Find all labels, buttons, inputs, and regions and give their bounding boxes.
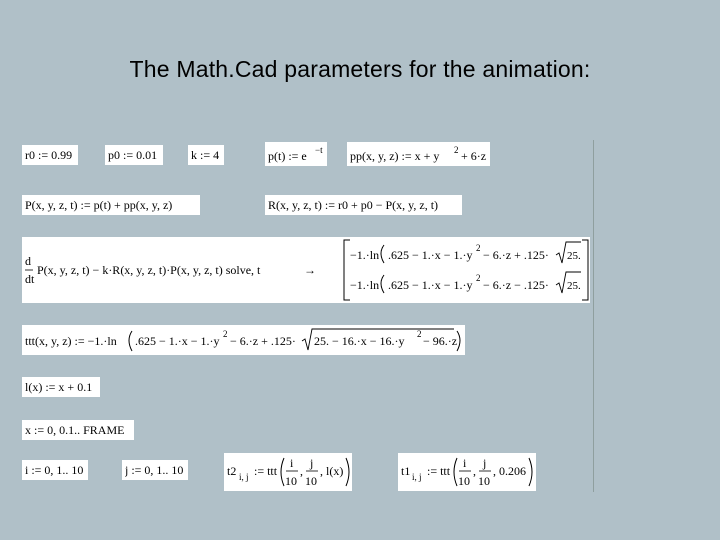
pp-definition bbox=[347, 142, 490, 166]
r0-formula bbox=[25, 147, 75, 163]
svg-text:k := 4: k := 4 bbox=[191, 148, 220, 162]
svg-text:−1.·ln: −1.·ln bbox=[350, 248, 380, 262]
x-range-definition bbox=[22, 420, 134, 440]
R-formula bbox=[268, 197, 459, 213]
svg-text:d: d bbox=[25, 254, 31, 268]
svg-text:10: 10 bbox=[305, 474, 317, 488]
slide-title: The Math.Cad parameters for the animation: bbox=[129, 56, 591, 82]
svg-text:t1: t1 bbox=[401, 464, 411, 478]
l-formula bbox=[25, 379, 97, 395]
x-range-formula bbox=[25, 422, 131, 438]
P-formula bbox=[25, 197, 197, 213]
svg-text:10: 10 bbox=[285, 474, 297, 488]
R-definition bbox=[265, 195, 462, 215]
j-range-definition bbox=[122, 460, 188, 480]
svg-text:.625 − 1.·x − 1.·y: .625 − 1.·x − 1.·y bbox=[388, 248, 473, 262]
svg-text:25. − 16.·x − 16.·y: 25. − 16.·x − 16.·y bbox=[314, 334, 405, 348]
svg-text:j: j bbox=[310, 456, 314, 470]
svg-text:− 6.·z + .125·: − 6.·z + .125· bbox=[230, 334, 296, 348]
svg-text:10: 10 bbox=[478, 474, 490, 488]
vertical-divider bbox=[593, 140, 594, 492]
p-of-t-definition bbox=[265, 142, 327, 166]
svg-text:.625 − 1.·x − 1.·y: .625 − 1.·x − 1.·y bbox=[135, 334, 220, 348]
svg-text:pp(x, y, z) := x + y: pp(x, y, z) := x + y bbox=[350, 149, 440, 163]
svg-text:10: 10 bbox=[458, 474, 470, 488]
svg-text:r0 := 0.99: r0 := 0.99 bbox=[25, 148, 73, 162]
svg-text:,: , bbox=[473, 464, 476, 478]
svg-text:i, j: i, j bbox=[239, 472, 249, 482]
svg-text:j := 0, 1.. 10: j := 0, 1.. 10 bbox=[125, 463, 184, 477]
P-definition bbox=[22, 195, 200, 215]
i-range-formula bbox=[25, 462, 85, 478]
ttt-definition bbox=[22, 325, 465, 355]
k-formula bbox=[191, 147, 221, 163]
svg-text:P(x, y, z, t) := p(t) + pp(x,: P(x, y, z, t) := p(t) + pp(x, y, z) bbox=[25, 198, 173, 212]
l-definition bbox=[22, 377, 100, 397]
svg-text:2: 2 bbox=[454, 145, 459, 155]
t2-formula bbox=[224, 453, 352, 491]
svg-text:2: 2 bbox=[476, 243, 481, 253]
svg-text:25.: 25. bbox=[567, 280, 581, 292]
svg-text:l(x) := x + 0.1: l(x) := x + 0.1 bbox=[25, 380, 93, 394]
svg-text:+ 6·z: + 6·z bbox=[461, 149, 487, 163]
svg-text:R(x, y, z, t) := r0 + p0 − P(x: R(x, y, z, t) := r0 + p0 − P(x, y, z, t) bbox=[268, 198, 439, 212]
svg-text:ttt(x, y, z) := −1.·ln: ttt(x, y, z) := −1.·ln bbox=[25, 334, 117, 348]
t1-definition bbox=[398, 453, 536, 491]
svg-text:2: 2 bbox=[476, 273, 481, 283]
svg-text:dt: dt bbox=[25, 272, 35, 286]
ode-solve-formula bbox=[22, 237, 590, 303]
svg-text:− 6.·z + .125·: − 6.·z + .125· bbox=[483, 248, 549, 262]
ode-solve-block bbox=[22, 237, 590, 303]
svg-text:→: → bbox=[304, 263, 316, 277]
t2-definition bbox=[224, 453, 352, 491]
svg-text:P(x, y, z, t) − k·R(x, y, z, t: P(x, y, z, t) − k·R(x, y, z, t)·P(x, y, z, t) solve, t bbox=[37, 263, 261, 277]
svg-text:i := 0, 1.. 10: i := 0, 1.. 10 bbox=[25, 463, 84, 477]
svg-text:,: , bbox=[300, 464, 303, 478]
svg-text:.625 − 1.·x − 1.·y: .625 − 1.·x − 1.·y bbox=[388, 278, 473, 292]
i-range-definition bbox=[22, 460, 88, 480]
r0-definition bbox=[22, 145, 78, 165]
svg-text:25.: 25. bbox=[567, 250, 581, 262]
svg-text:− 6.·z − .125·: − 6.·z − .125· bbox=[483, 278, 549, 292]
j-range-formula bbox=[125, 462, 185, 478]
pp-formula bbox=[350, 144, 487, 164]
svg-text:−t: −t bbox=[315, 145, 323, 155]
svg-text:, 0.206: , 0.206 bbox=[493, 464, 526, 478]
svg-text::= ttt: := ttt bbox=[427, 464, 451, 478]
svg-text:i: i bbox=[463, 456, 467, 470]
svg-text:− 96.·z: − 96.·z bbox=[423, 334, 458, 348]
svg-text:2: 2 bbox=[417, 329, 422, 339]
svg-text:t2: t2 bbox=[227, 464, 237, 478]
ttt-formula bbox=[22, 325, 465, 355]
k-definition bbox=[188, 145, 224, 165]
p0-definition bbox=[105, 145, 163, 165]
svg-text:i, j: i, j bbox=[412, 472, 422, 482]
svg-text::= ttt: := ttt bbox=[254, 464, 278, 478]
p0-formula bbox=[108, 147, 160, 163]
p-of-t-formula bbox=[268, 144, 324, 164]
svg-text:2: 2 bbox=[223, 329, 228, 339]
svg-text:i: i bbox=[290, 456, 294, 470]
t1-formula bbox=[398, 453, 536, 491]
svg-text:p0 := 0.01: p0 := 0.01 bbox=[108, 148, 158, 162]
svg-text:p(t) := e: p(t) := e bbox=[268, 149, 307, 163]
svg-text:j: j bbox=[483, 456, 487, 470]
svg-text:−1.·ln: −1.·ln bbox=[350, 278, 380, 292]
svg-text:, l(x): , l(x) bbox=[320, 464, 344, 478]
svg-text:x := 0, 0.1.. FRAME: x := 0, 0.1.. FRAME bbox=[25, 423, 125, 437]
